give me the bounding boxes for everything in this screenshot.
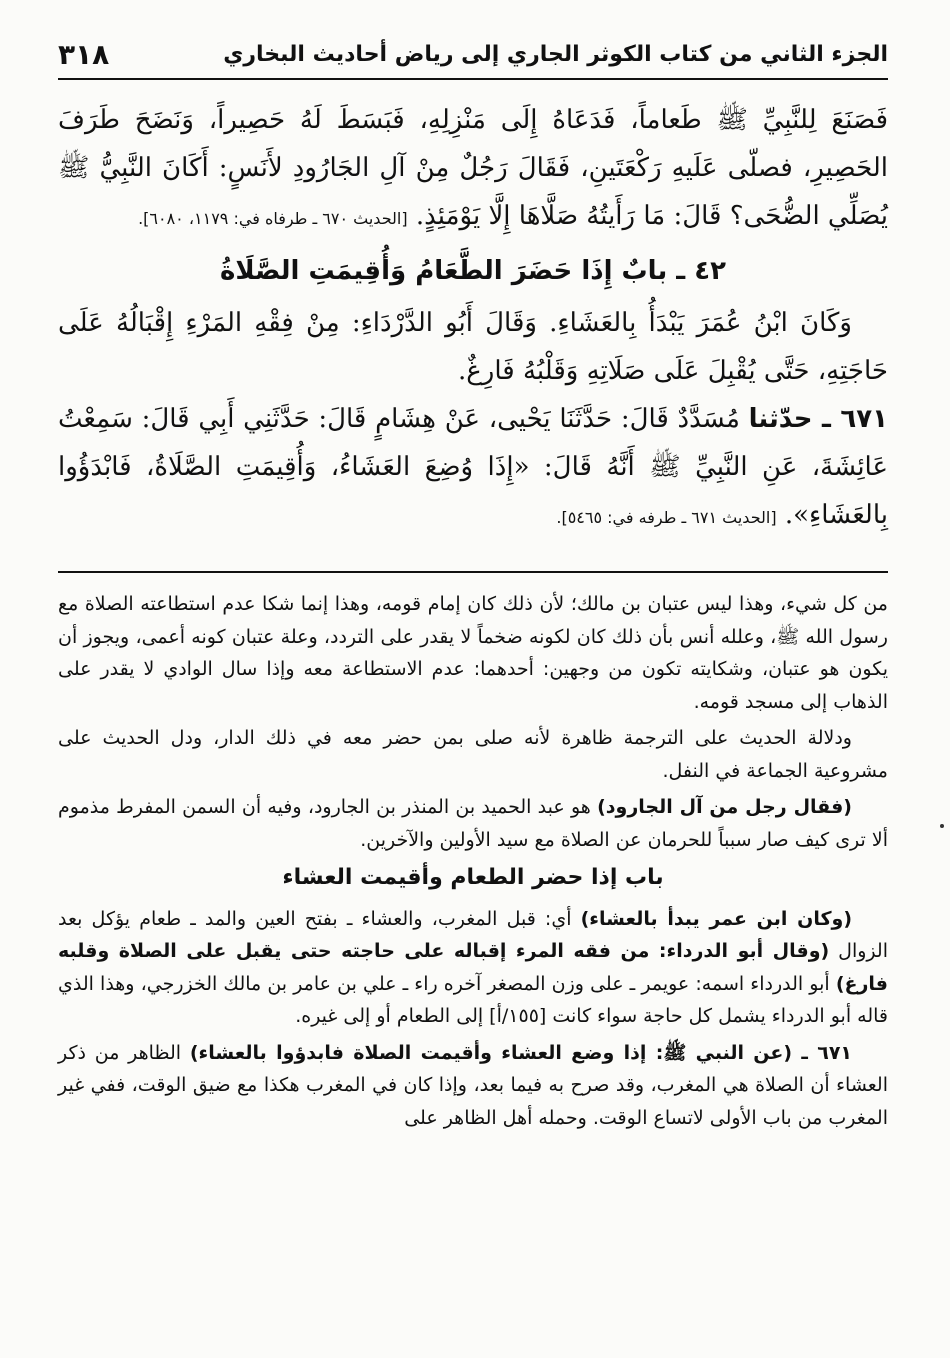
quoted-phrase: (فقال رجل من آل الجارود)	[597, 796, 852, 818]
running-head	[58, 32, 888, 76]
header-rule	[58, 78, 888, 80]
hadith-reference: [الحديث ٦٧١ ـ طرفه في: ٥٤٦٥].	[556, 508, 777, 527]
chapter-heading: ٤٢ ـ بابٌ إِذَا حَضَرَ الطَّعَامُ وَأُقِيمَتِ الصَّلَاةُ	[220, 256, 726, 286]
commentary-block	[58, 588, 888, 1138]
quoted-phrase: (وكان ابن عمر يبدأ بالعشاء)	[580, 907, 852, 930]
hadith-paragraph	[58, 395, 888, 542]
commentary-text: هو عبد الحميد بن المنذر بن الجارود، وفيه أن السمن المفرط مذموم ألا ترى كيف صار سبباً للحرمان عن الصلاة مع سيد الأولين والآخرين.	[58, 796, 888, 851]
quoted-phrase: ٦٧١ ـ (عن النبي ﷺ: إذا وضع العشاء وأقيمت الصلاة فابدؤوا بالعشاء)	[189, 1041, 853, 1064]
hadith-text-block	[58, 96, 888, 542]
commentary-paragraph: من كل شيء، وهذا ليس عتبان بن مالك؛ لأن ذلك كان إمام قومه، وهذا إنما شكا عدم استطاعته الصلاة مع رسول الله ﷺ، وعلله أنس بأن ذلك كان لكونه ضخماً لا يقدر على التردد، وعلة عتبان كونه أعمى، ويجوز أن يكون هو عتبان، وشكايته تكون من وجهين: أحدهما: عدم الاستطاعة معه وإذا سال الوادي لا يقدر على الذهاب إلى مسجد قومه.	[58, 593, 888, 713]
hadith-paragraph	[58, 96, 888, 243]
page-number: ٣١٨	[58, 37, 110, 71]
hadith-number: ٦٧١ ـ حدّثنا	[748, 404, 889, 434]
hadith-text: فَصَنَعَ لِلنَّبِيِّ ﷺ طَعاماً، فَدَعَاهُ إِلَى مَنْزِلِهِ، فَبَسَطَ لَهُ حَصِيراً، وَنَضَحَ طَرَفَ الحَصِيرِ، فصلّى عَلَيهِ رَكْعَتَينِ، فَقَالَ رَجُلٌ مِنْ آلِ الجَارُودِ لأَنَسٍ: أَكَانَ النَّبِيُّ ﷺ يُصَلِّي الضُّحَى؟ قَالَ: مَا رَأَيتُهُ صَلَّاهَا إِلَّا يَوْمَئِذٍ.	[58, 105, 888, 231]
commentary-paragraph	[58, 903, 888, 1033]
commentary-heading: باب إذا حضر الطعام وأقيمت العشاء	[282, 865, 664, 890]
commentary-paragraph	[58, 791, 888, 856]
commentary-text: أي: قبل المغرب، والعشاء ـ بفتح العين والمد ـ طعام يؤكل بعد الزوال	[58, 907, 888, 962]
commentary-text: الظاهر من ذكر العشاء أن الصلاة هي المغرب، وقد صرح به فيما بعد، وإذا كان في المغرب هكذا مع ضيق الوقت، ففي غير المغرب من باب الأولى لاتساع الوقت. وحمله أهل الظاهر على	[58, 1041, 888, 1129]
chapter-intro-paragraph: وَكَانَ ابْنُ عُمَرَ يَبْدَأُ بِالعَشَاءِ. وَقَالَ أَبُو الدَّرْدَاءِ: مِنْ فِقْهِ المَرْءِ إِقْبَالُهُ عَلَى حَاجَتِهِ، حَتَّى يُقْبِلَ عَلَى صَلَاتِهِ وَقَلْبُهُ فَارِغٌ.	[58, 308, 888, 386]
hadith-reference: [الحديث ٦٧٠ ـ طرفاه في: ١١٧٩، ٦٠٨٠].	[138, 209, 408, 228]
hadith-text: مُسَدَّدٌ قَالَ: حَدَّثَنَا يَحْيى، عَنْ هِشَامٍ قَالَ: حَدَّثَنِي أَبِي قَالَ: سَمِعْتُ عَائِشَةَ، عَنِ النَّبِيِّ ﷺ أَنَّهُ قَالَ: «إِذَا وُضِعَ العَشَاءُ، وَأُقِيمَتِ الصَّلَاةُ، فَابْدَؤُوا بِالعَشَاءِ».	[58, 404, 888, 530]
commentary-paragraph: ودلالة الحديث على الترجمة ظاهرة لأنه صلى بمن حضر معه في ذلك الدار، ودل الحديث على مشروعية الجماعة في النفل.	[58, 727, 888, 782]
commentary-paragraph	[58, 1037, 888, 1135]
section-divider	[58, 571, 888, 573]
quoted-phrase: (وقال أبو الدرداء: من فقه المرء إقباله على حاجته حتى يقبل على الصلاة وقلبه فارغ)	[58, 940, 888, 995]
commentary-text: أبو الدرداء اسمه: عويمر ـ على وزن المصغر آخره راء ـ علي بن عامر بن مالك الخزرجي، وهذا الذي قاله أبو الدرداء يشمل كل حاجة سواء كانت [١٥٥/أ] إلى الطعام أو إلى غيره.	[58, 972, 888, 1027]
running-head-title: الجزء الثاني من كتاب الكوثر الجاري إلى رياض أحاديث البخاري	[223, 41, 888, 67]
scan-margin-mark	[940, 824, 944, 828]
